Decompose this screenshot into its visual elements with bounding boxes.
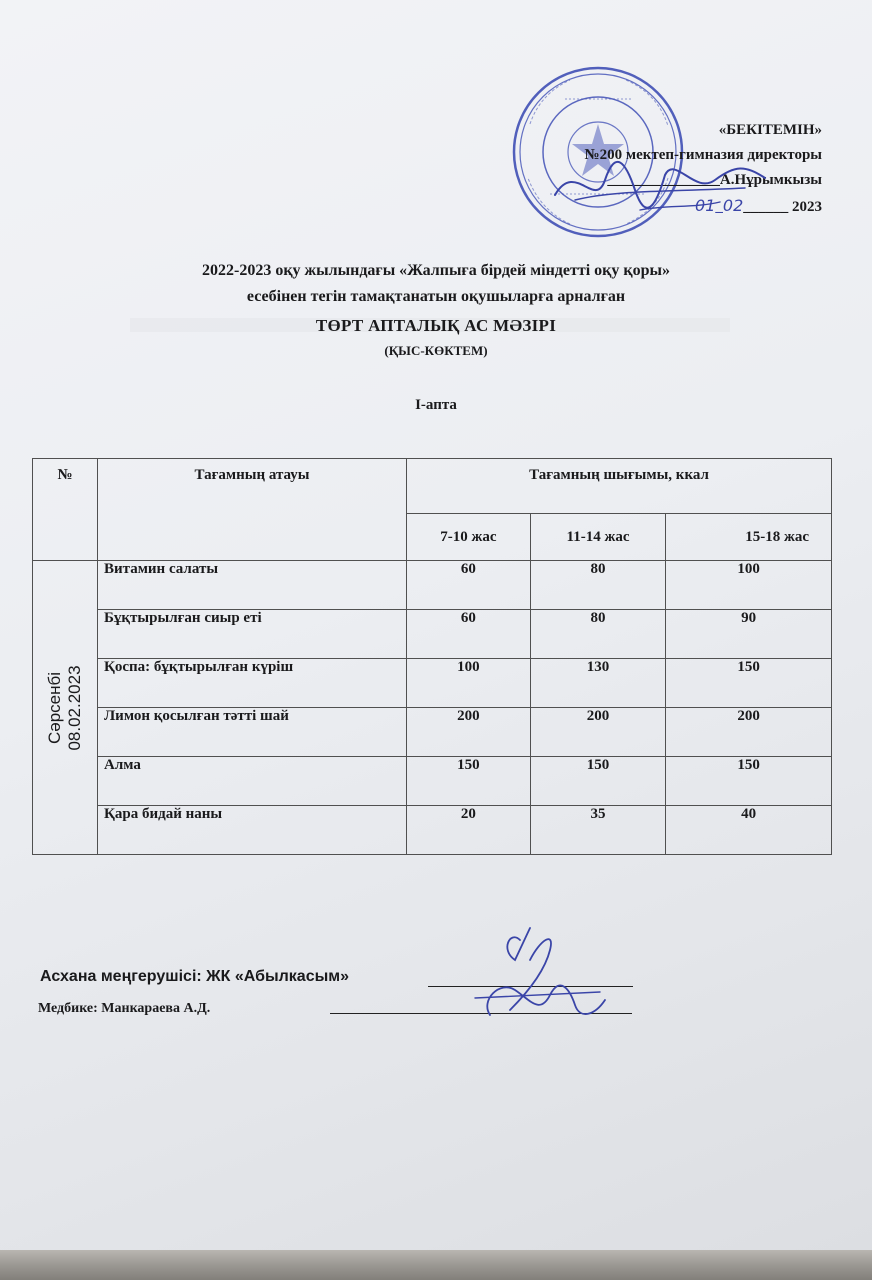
approval-signer-name: А.Нұрымкызы <box>719 172 822 188</box>
photo-bottom-edge <box>0 1250 872 1280</box>
day-date: 08.02.2023 <box>65 664 84 751</box>
table-header-row <box>33 459 832 514</box>
header-dish-name: Тағамның атауы <box>98 459 407 561</box>
canteen-head-label: Асхана меңгерушісі: ЖК «Абылкасым» <box>40 968 349 985</box>
dish-name: Витамин салаты <box>98 561 407 610</box>
kcal-11-14: 80 <box>530 610 666 659</box>
kcal-15-18: 90 <box>666 610 832 659</box>
director-signature <box>545 150 775 220</box>
season-subtitle: (ҚЫС-КӨКТЕМ) <box>384 343 488 358</box>
kcal-7-10: 60 <box>407 610 531 659</box>
kcal-7-10: 150 <box>407 757 531 806</box>
approval-heading: «БЕКІТЕМІН» <box>718 122 822 138</box>
kcal-7-10: 100 <box>407 659 531 708</box>
title-line-2: есебінен тегін тамақтанатын оқушыларға арналған <box>246 288 626 305</box>
approval-position: №200 мектеп-гимназия директоры <box>584 147 822 163</box>
kcal-11-14: 130 <box>530 659 666 708</box>
dish-name: Лимон қосылған тәтті шай <box>98 708 407 757</box>
dish-name: Қара бидай наны <box>98 806 407 855</box>
approval-date-month: 02 <box>722 196 744 215</box>
header-number: № <box>33 459 98 561</box>
header-age-1: 7-10 жас <box>407 514 531 561</box>
kcal-15-18: 40 <box>666 806 832 855</box>
dish-name: Алма <box>98 757 407 806</box>
table-row <box>33 806 832 855</box>
approval-date-day: 01 <box>695 196 716 215</box>
kcal-7-10: 20 <box>407 806 531 855</box>
kcal-11-14: 150 <box>530 757 666 806</box>
kcal-15-18: 100 <box>666 561 832 610</box>
menu-table <box>32 458 832 855</box>
title-line-1: 2022-2023 оқу жылындағы «Жалпыға бірдей міндетті оқу қоры» <box>202 262 670 279</box>
table-row <box>33 659 832 708</box>
dish-name: Қоспа: бұқтырылған күріш <box>98 659 407 708</box>
table-row <box>33 708 832 757</box>
kcal-7-10: 200 <box>407 708 531 757</box>
table-row <box>33 610 832 659</box>
dish-name: Бұқтырылған сиыр еті <box>98 610 407 659</box>
week-label: І-апта <box>415 397 457 413</box>
day-name: Сәрсенбі <box>45 671 64 744</box>
nurse-label: Медбике: Манкараева А.Д. <box>38 1001 211 1016</box>
header-age-2: 11-14 жас <box>530 514 666 561</box>
day-cell <box>33 561 98 855</box>
table-row <box>33 561 832 610</box>
header-age-3: 15-18 жас <box>666 514 832 561</box>
title-line-3: ТӨРТ АПТАЛЫҚ АС МӘЗІРІ <box>315 316 557 335</box>
approval-signer: _______________А.Нұрымкызы <box>607 172 822 188</box>
table-row <box>33 757 832 806</box>
kcal-11-14: 80 <box>530 561 666 610</box>
canteen-signature <box>470 920 610 1025</box>
approval-date-year: 2023 <box>792 199 822 215</box>
kcal-15-18: 200 <box>666 708 832 757</box>
kcal-15-18: 150 <box>666 757 832 806</box>
kcal-7-10: 60 <box>407 561 531 610</box>
kcal-15-18: 150 <box>666 659 832 708</box>
header-yield: Тағамның шығымы, ккал <box>407 459 832 514</box>
day-label <box>45 665 85 750</box>
kcal-11-14: 200 <box>530 708 666 757</box>
kcal-11-14: 35 <box>530 806 666 855</box>
approval-date: 01_02______ 2023 <box>695 196 822 215</box>
